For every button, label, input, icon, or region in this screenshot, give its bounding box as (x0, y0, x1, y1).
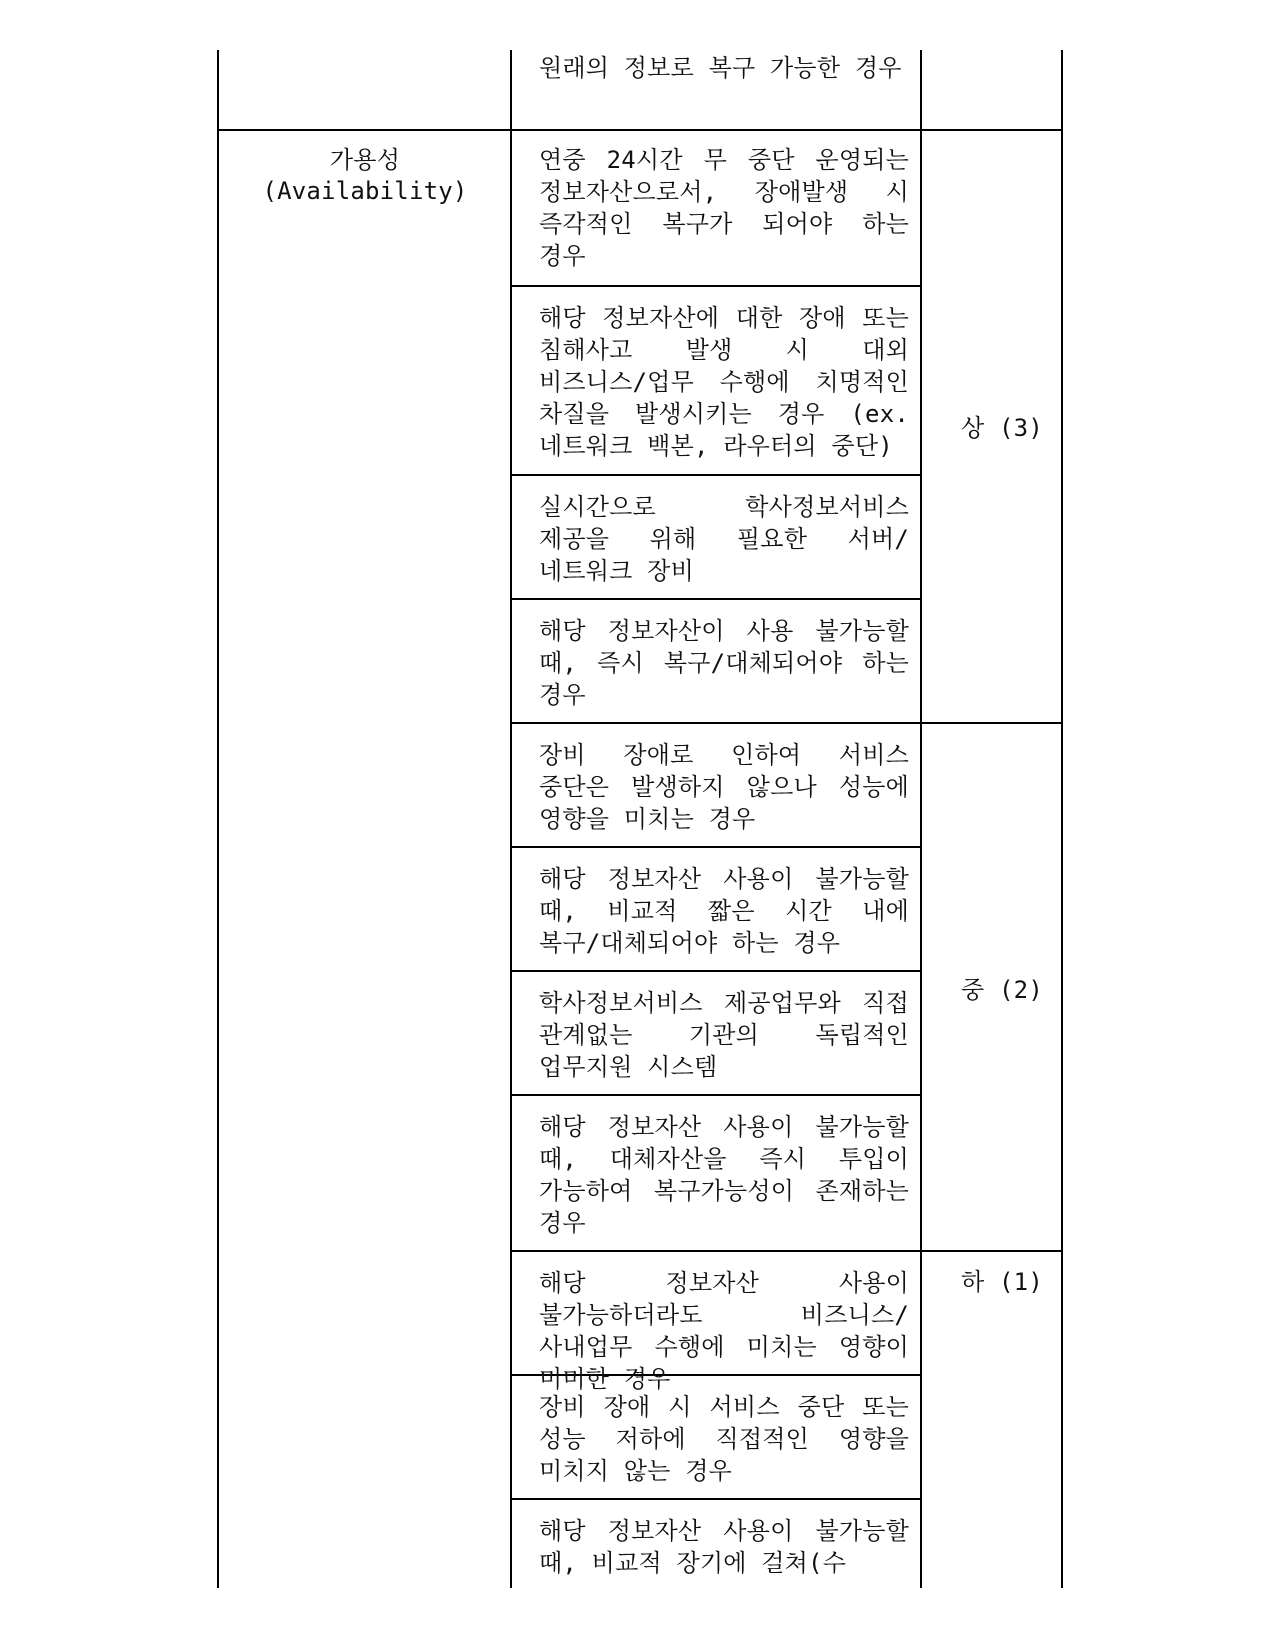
grade-high-label: 상 (3) (961, 414, 1043, 442)
criterion-cell: 해당 정보자산 사용이 불가능할 때, 비교적 장기에 걸쳐(수 (539, 1517, 909, 1577)
criterion-cell: 해당 정보자산 사용이 불가능할 때, 대체자산을 즉시 투입이 가능하여 복구가능성이 존재하는 경우 (539, 1113, 909, 1237)
criterion-cell: 장비 장애로 인하여 서비스 중단은 발생하지 않으나 성능에 영향을 미치는 경우 (539, 741, 909, 833)
criterion-cell: 장비 장애 시 서비스 중단 또는 성능 저하에 직접적인 영향을 미치지 않는 경우 (539, 1393, 909, 1485)
criteria-row-divider (510, 474, 922, 476)
category-column-divider (510, 50, 512, 1588)
criteria-row-divider (510, 285, 922, 287)
criterion-cell: 실시간으로 학사정보서비스 제공을 위해 필요한 서버/네트워크 장비 (539, 493, 909, 585)
criterion-cell: 해당 정보자산 사용이 불가능할 때, 비교적 짧은 시간 내에 복구/대체되어야 하는 경우 (539, 865, 909, 957)
criterion-cell: 해당 정보자산에 대한 장애 또는 침해사고 발생 시 대외 비즈니스/업무 수행에 치명적인 차질을 발생시키는 경우 (ex. 네트워크 백본, 라우터의 중단) (539, 304, 909, 460)
grade-row-divider (510, 1250, 1063, 1252)
grade-low-label: 하 (1) (961, 1268, 1043, 1296)
criterion-cell: 학사정보서비스 제공업무와 직접 관계없는 기관의 독립적인 업무지원 시스템 (539, 989, 909, 1081)
criteria-row-divider (510, 970, 922, 972)
table-right-border (1061, 50, 1063, 1588)
grade-medium-label: 중 (2) (961, 976, 1043, 1004)
category-korean: 가용성 (329, 146, 401, 174)
category-cell (220, 145, 510, 207)
criterion-cell: 해당 정보자산 사용이 불가능하더라도 비즈니스/사내업무 수행에 미치는 영향이 미미한 경우 (539, 1269, 909, 1393)
criteria-row-divider (510, 598, 922, 600)
category-row-divider (217, 129, 1063, 131)
description-column-divider (920, 50, 922, 1588)
table-left-border (217, 50, 219, 1588)
criterion-cell: 해당 정보자산이 사용 불가능할 때, 즉시 복구/대체되어야 하는 경우 (539, 617, 909, 709)
grade-row-divider (510, 722, 1063, 724)
continued-description-cell: 원래의 정보로 복구 가능한 경우 (539, 54, 902, 82)
criteria-row-divider (510, 846, 922, 848)
criteria-row-divider (510, 1498, 922, 1500)
category-english: (Availability) (262, 177, 468, 205)
criterion-cell: 연중 24시간 무 중단 운영되는 정보자산으로서, 장애발생 시 즉각적인 복구가 되어야 하는 경우 (539, 146, 909, 270)
criteria-row-divider (510, 1094, 922, 1096)
